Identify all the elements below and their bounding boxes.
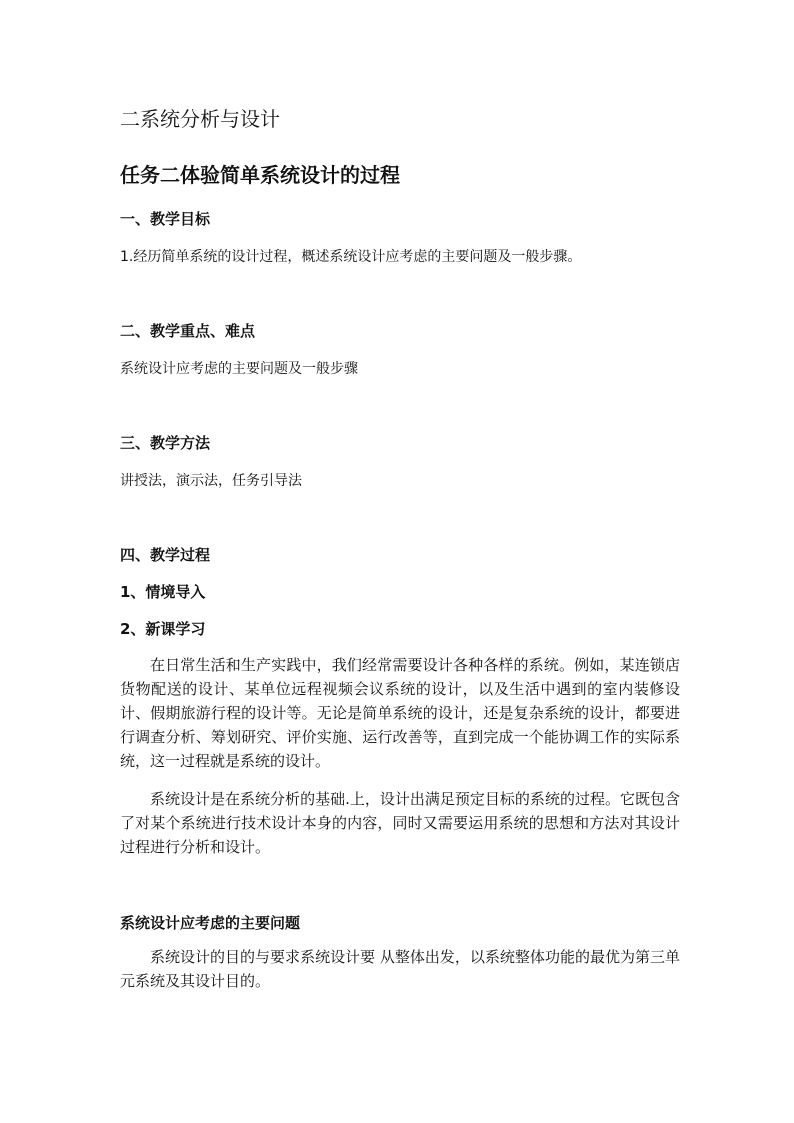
methods-heading: 三、教学方法 xyxy=(120,434,211,452)
objectives-item-1: 1.经历简单系统的设计过程，概述系统设计应考虑的主要问题及一般步骤。 xyxy=(120,249,582,265)
considerations-heading: 系统设计应考虑的主要问题 xyxy=(120,914,301,932)
process-step-1: 1、情境导入 xyxy=(120,583,206,601)
process-paragraph-2: 系统设计是在系统分析的基础.上，设计出满足预定目标的系统的过程。它既包含了对某个系统进行技术设计本身的内容，同时又需要运用系统的思想和方法对其设计过程进行分析和设计。 xyxy=(120,790,680,856)
process-step-2: 2、新课学习 xyxy=(120,620,206,638)
key-points-heading: 二、教学重点、难点 xyxy=(120,322,256,340)
methods-text: 讲授法，演示法，任务引导法 xyxy=(120,473,302,489)
task-title: 任务二体验简单系统设计的过程 xyxy=(120,163,400,187)
process-heading: 四、教学过程 xyxy=(120,546,211,564)
process-paragraph-1: 在日常生活和生产实践中，我们经常需要设计各种各样的系统。例如，某连锁店货物配送的设计、某单位远程视频会议系统的设计，以及生活中遇到的室内装修设计、假期旅游行程的设计等。无论是简单系统的设计，还是复杂系统的设计，都要进行调查分析、筹划研究、评价实施、运行改善等，直到完成一个能协调工作的实际系统，这一过程就是系统的设计。 xyxy=(120,656,680,770)
considerations-paragraph: 系统设计的目的与要求系统设计要 从整体出发，以系统整体功能的最优为第三单元系统及其设计目的。 xyxy=(120,948,680,990)
objectives-heading: 一、教学目标 xyxy=(120,210,211,228)
unit-title: 二系统分析与设计 xyxy=(120,107,280,131)
key-points-text: 系统设计应考虑的主要问题及一般步骤 xyxy=(120,361,358,377)
